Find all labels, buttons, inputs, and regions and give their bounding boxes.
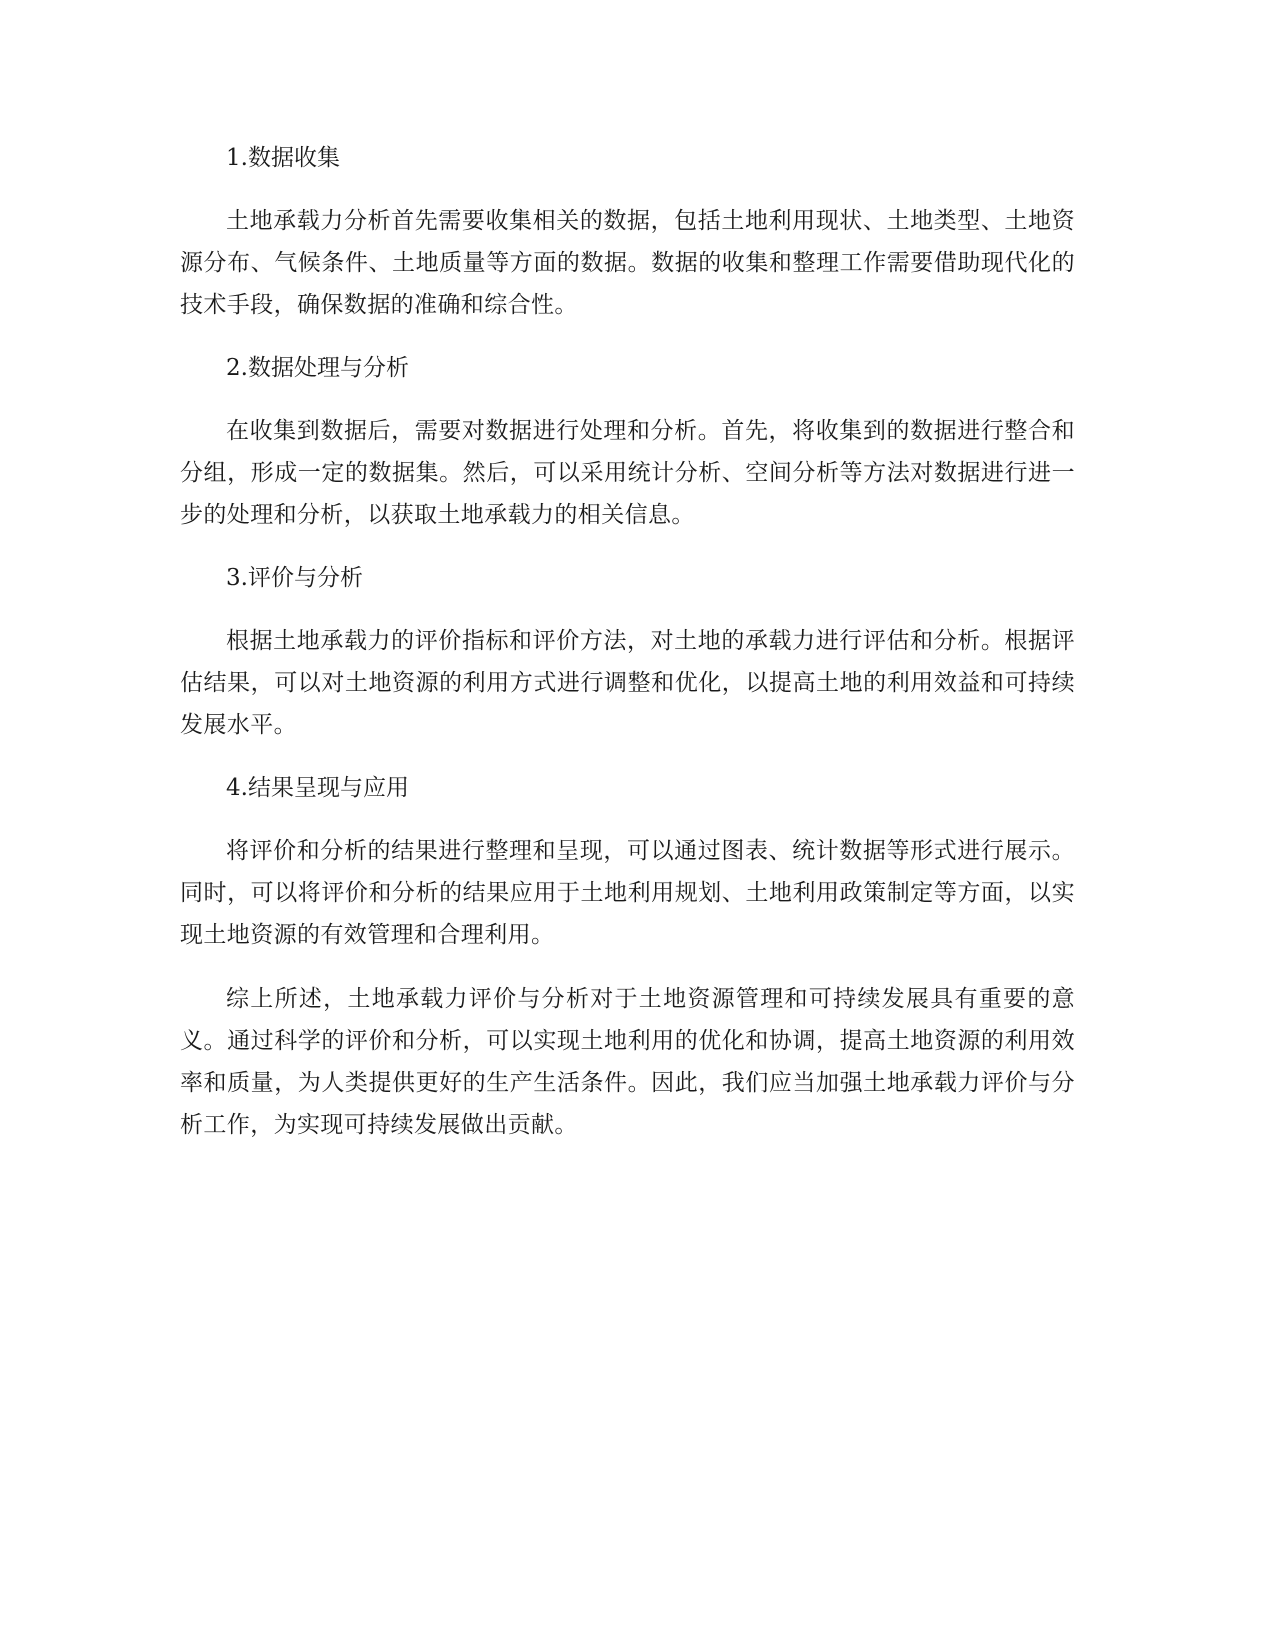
section-heading-evaluation: 3.评价与分析 — [226, 565, 363, 591]
section-heading-data-collection: 1.数据收集 — [226, 145, 340, 171]
section-body-evaluation: 根据土地承载力的评价指标和评价方法，对土地的承载力进行评估和分析。根据评估结果，可以对土地资源的利用方式进行调整和优化，以提高土地的利用效益和可持续发展水平。 — [180, 628, 1075, 738]
section-body-results: 将评价和分析的结果进行整理和呈现，可以通过图表、统计数据等形式进行展示。同时，可以将评价和分析的结果应用于土地利用规划、土地利用政策制定等方面，以实现土地资源的有效管理和合理利用。 — [180, 838, 1075, 948]
conclusion-paragraph: 综上所述，土地承载力评价与分析对于土地资源管理和可持续发展具有重要的意义。通过科学的评价和分析，可以实现土地利用的优化和协调，提高土地资源的利用效率和质量，为人类提供更好的生产生活条件。因此，我们应当加强土地承载力评价与分析工作，为实现可持续发展做出贡献。 — [180, 986, 1075, 1138]
document-page — [180, 138, 1075, 1168]
section-body-data-collection: 土地承载力分析首先需要收集相关的数据，包括土地利用现状、土地类型、土地资源分布、气候条件、土地质量等方面的数据。数据的收集和整理工作需要借助现代化的技术手段，确保数据的准确和综合性。 — [180, 208, 1075, 318]
section-heading-data-processing: 2.数据处理与分析 — [226, 355, 409, 381]
section-heading-results: 4.结果呈现与应用 — [226, 775, 409, 801]
section-body-data-processing: 在收集到数据后，需要对数据进行处理和分析。首先，将收集到的数据进行整合和分组，形成一定的数据集。然后，可以采用统计分析、空间分析等方法对数据进行进一步的处理和分析，以获取土地承载力的相关信息。 — [180, 418, 1075, 528]
